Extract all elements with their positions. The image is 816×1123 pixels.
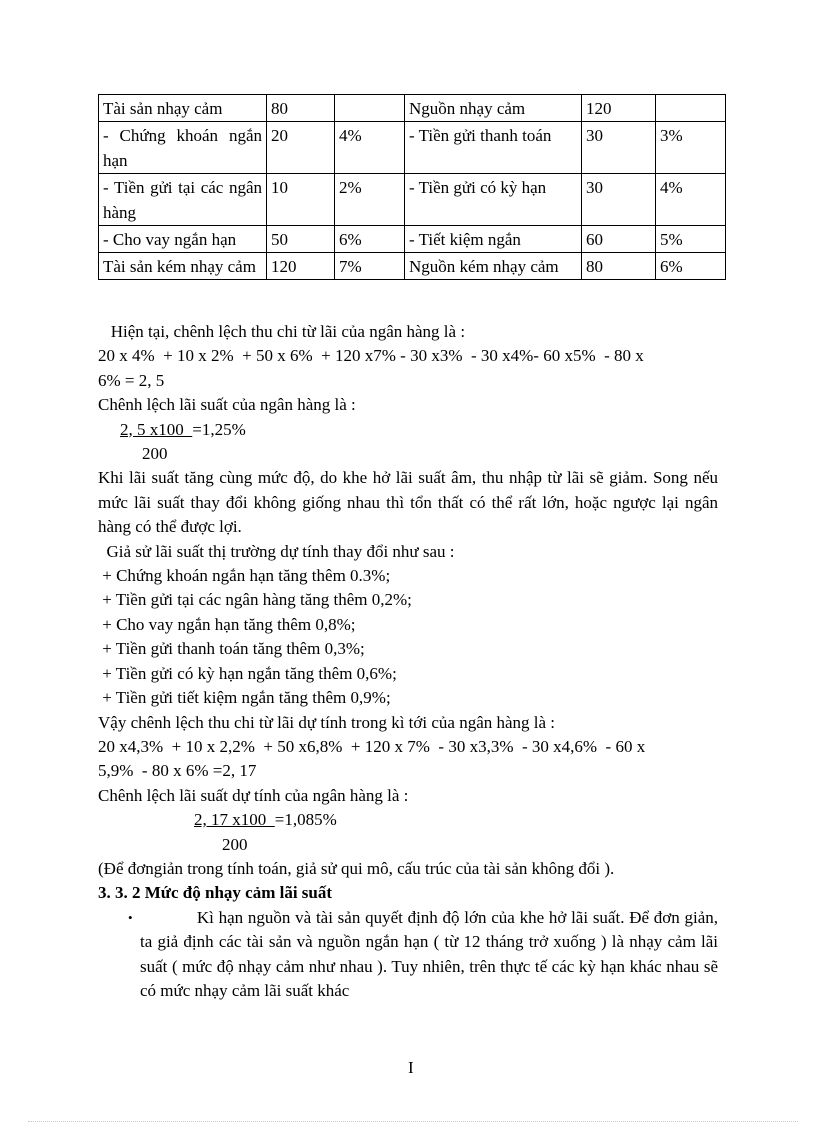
footer-divider (28, 1121, 798, 1122)
table-cell: - Tiền gửi có kỳ hạn (405, 174, 582, 226)
bullet-text: Kì hạn nguồn và tài sản quyết định độ lớn của khe hở lãi suất. Để đơn giản, ta giả định các tài sản và nguồn ngắn hạn ( từ 12 tháng trở xuống ) là nhạy cảm lãi suất ( mức độ nhạy cảm như nhau ). Tuy nhiên, trên thực tế các kỳ hạn khác nhau sẽ có mức nhạy cảm lãi suất khác (140, 907, 723, 1000)
table-cell: - Tiết kiệm ngắn (405, 226, 582, 253)
table-row (99, 122, 726, 174)
formula-line: 6% = 2, 5 (98, 370, 165, 390)
bullet-paragraph (98, 906, 723, 1004)
table-cell: 2% (335, 174, 405, 226)
paragraph: Vậy chênh lệch thu chi từ lãi dự tính trong kì tới của ngân hàng là : (98, 712, 556, 732)
table-cell: 50 (267, 226, 335, 253)
table-cell: 60 (582, 226, 656, 253)
table-cell: 80 (582, 253, 656, 280)
list-item: + Tiền gửi tiết kiệm ngắn tăng thêm 0,9%; (98, 688, 391, 708)
paragraph: Hiện tại, chênh lệch thu chi từ lãi của ngân hàng là : (98, 322, 466, 341)
table-cell: 30 (582, 122, 656, 174)
paragraph: Chênh lệch lãi suất của ngân hàng là : (98, 395, 356, 415)
table-cell: 30 (582, 174, 656, 226)
paragraph: Chênh lệch lãi suất dự tính của ngân hàng là : (98, 785, 409, 805)
table-row (99, 253, 726, 280)
document-body (98, 320, 723, 1003)
table-cell: 7% (335, 253, 405, 280)
list-item: + Chứng khoán ngắn hạn tăng thêm 0.3%; (98, 566, 391, 586)
table-cell: 20 (267, 122, 335, 174)
formula-line: 20 x 4% + 10 x 2% + 50 x 6% + 120 x7% - 30 x3% - 30 x4%- 60 x5% - 80 x (98, 346, 644, 366)
table-cell: Tài sản kém nhạy cảm (99, 253, 267, 280)
table-cell: 120 (267, 253, 335, 280)
table-cell: Nguồn nhạy cảm (405, 95, 582, 122)
table-cell: 6% (335, 226, 405, 253)
list-item: + Tiền gửi tại các ngân hàng tăng thêm 0,2%; (98, 590, 412, 610)
table-cell: - Tiền gửi tại các ngân hàng (99, 174, 267, 226)
table-row (99, 226, 726, 253)
fraction-result: =1,085% (274, 810, 337, 830)
paragraph: Giả sử lãi suất thị trường dự tính thay đổi như sau : (98, 541, 455, 561)
fraction-numerator-line (98, 808, 718, 832)
fraction-result: =1,25% (192, 419, 246, 439)
paragraph: (Để đơngiản trong tính toán, giả sử qui mô, cấu trúc của tài sản không đổi ). (98, 858, 615, 878)
table-cell: - Chứng khoán ngắn hạn (99, 122, 267, 174)
table-cell: 3% (656, 122, 726, 174)
table-cell: 10 (267, 174, 335, 226)
list-item: + Tiền gửi thanh toán tăng thêm 0,3%; (98, 639, 365, 659)
formula-line: 20 x4,3% + 10 x 2,2% + 50 x6,8% + 120 x 7% - 30 x3,3% - 30 x4,6% - 60 x (98, 736, 646, 756)
table-cell: 5% (656, 226, 726, 253)
fraction-denominator: 200 (222, 834, 248, 854)
sensitivity-table (98, 94, 726, 280)
table-cell: 4% (335, 122, 405, 174)
table-cell: Nguồn kém nhạy cảm (405, 253, 582, 280)
paragraph: Khi lãi suất tăng cùng mức độ, do khe hở lãi suất âm, thu nhập từ lãi sẽ giảm. Song nếu mức lãi suất thay đổi không giống nhau thì tổn thất có thể rất lớn, hoặc ngược lại ngân hàng có thể được lợi. (98, 468, 718, 537)
page-number: I (408, 1058, 414, 1077)
table-cell: - Cho vay ngắn hạn (99, 226, 267, 253)
table-cell: 4% (656, 174, 726, 226)
fraction-numerator: 2, 17 x100 (194, 810, 275, 830)
formula-line: 5,9% - 80 x 6% =2, 17 (98, 761, 257, 781)
fraction-numerator-line (98, 418, 718, 442)
table-row (99, 95, 726, 122)
change-list (98, 564, 718, 710)
fraction-denominator: 200 (142, 444, 168, 464)
section-title: 3. 3. 2 Mức độ nhạy cảm lãi suất (98, 883, 333, 903)
table-container (98, 94, 728, 280)
table-cell: - Tiền gửi thanh toán (405, 122, 582, 174)
table-cell: 120 (582, 95, 656, 122)
table-cell: Tài sản nhạy cảm (99, 95, 267, 122)
list-item: + Tiền gửi có kỳ hạn ngắn tăng thêm 0,6%; (98, 663, 397, 683)
table-cell: 80 (267, 95, 335, 122)
table-row (99, 174, 726, 226)
table-cell (335, 95, 405, 122)
fraction-numerator: 2, 5 x100 (120, 419, 193, 439)
table-cell (656, 95, 726, 122)
bullet-icon: • (128, 909, 133, 925)
list-item: + Cho vay ngắn hạn tăng thêm 0,8%; (98, 614, 356, 634)
table-cell: 6% (656, 253, 726, 280)
